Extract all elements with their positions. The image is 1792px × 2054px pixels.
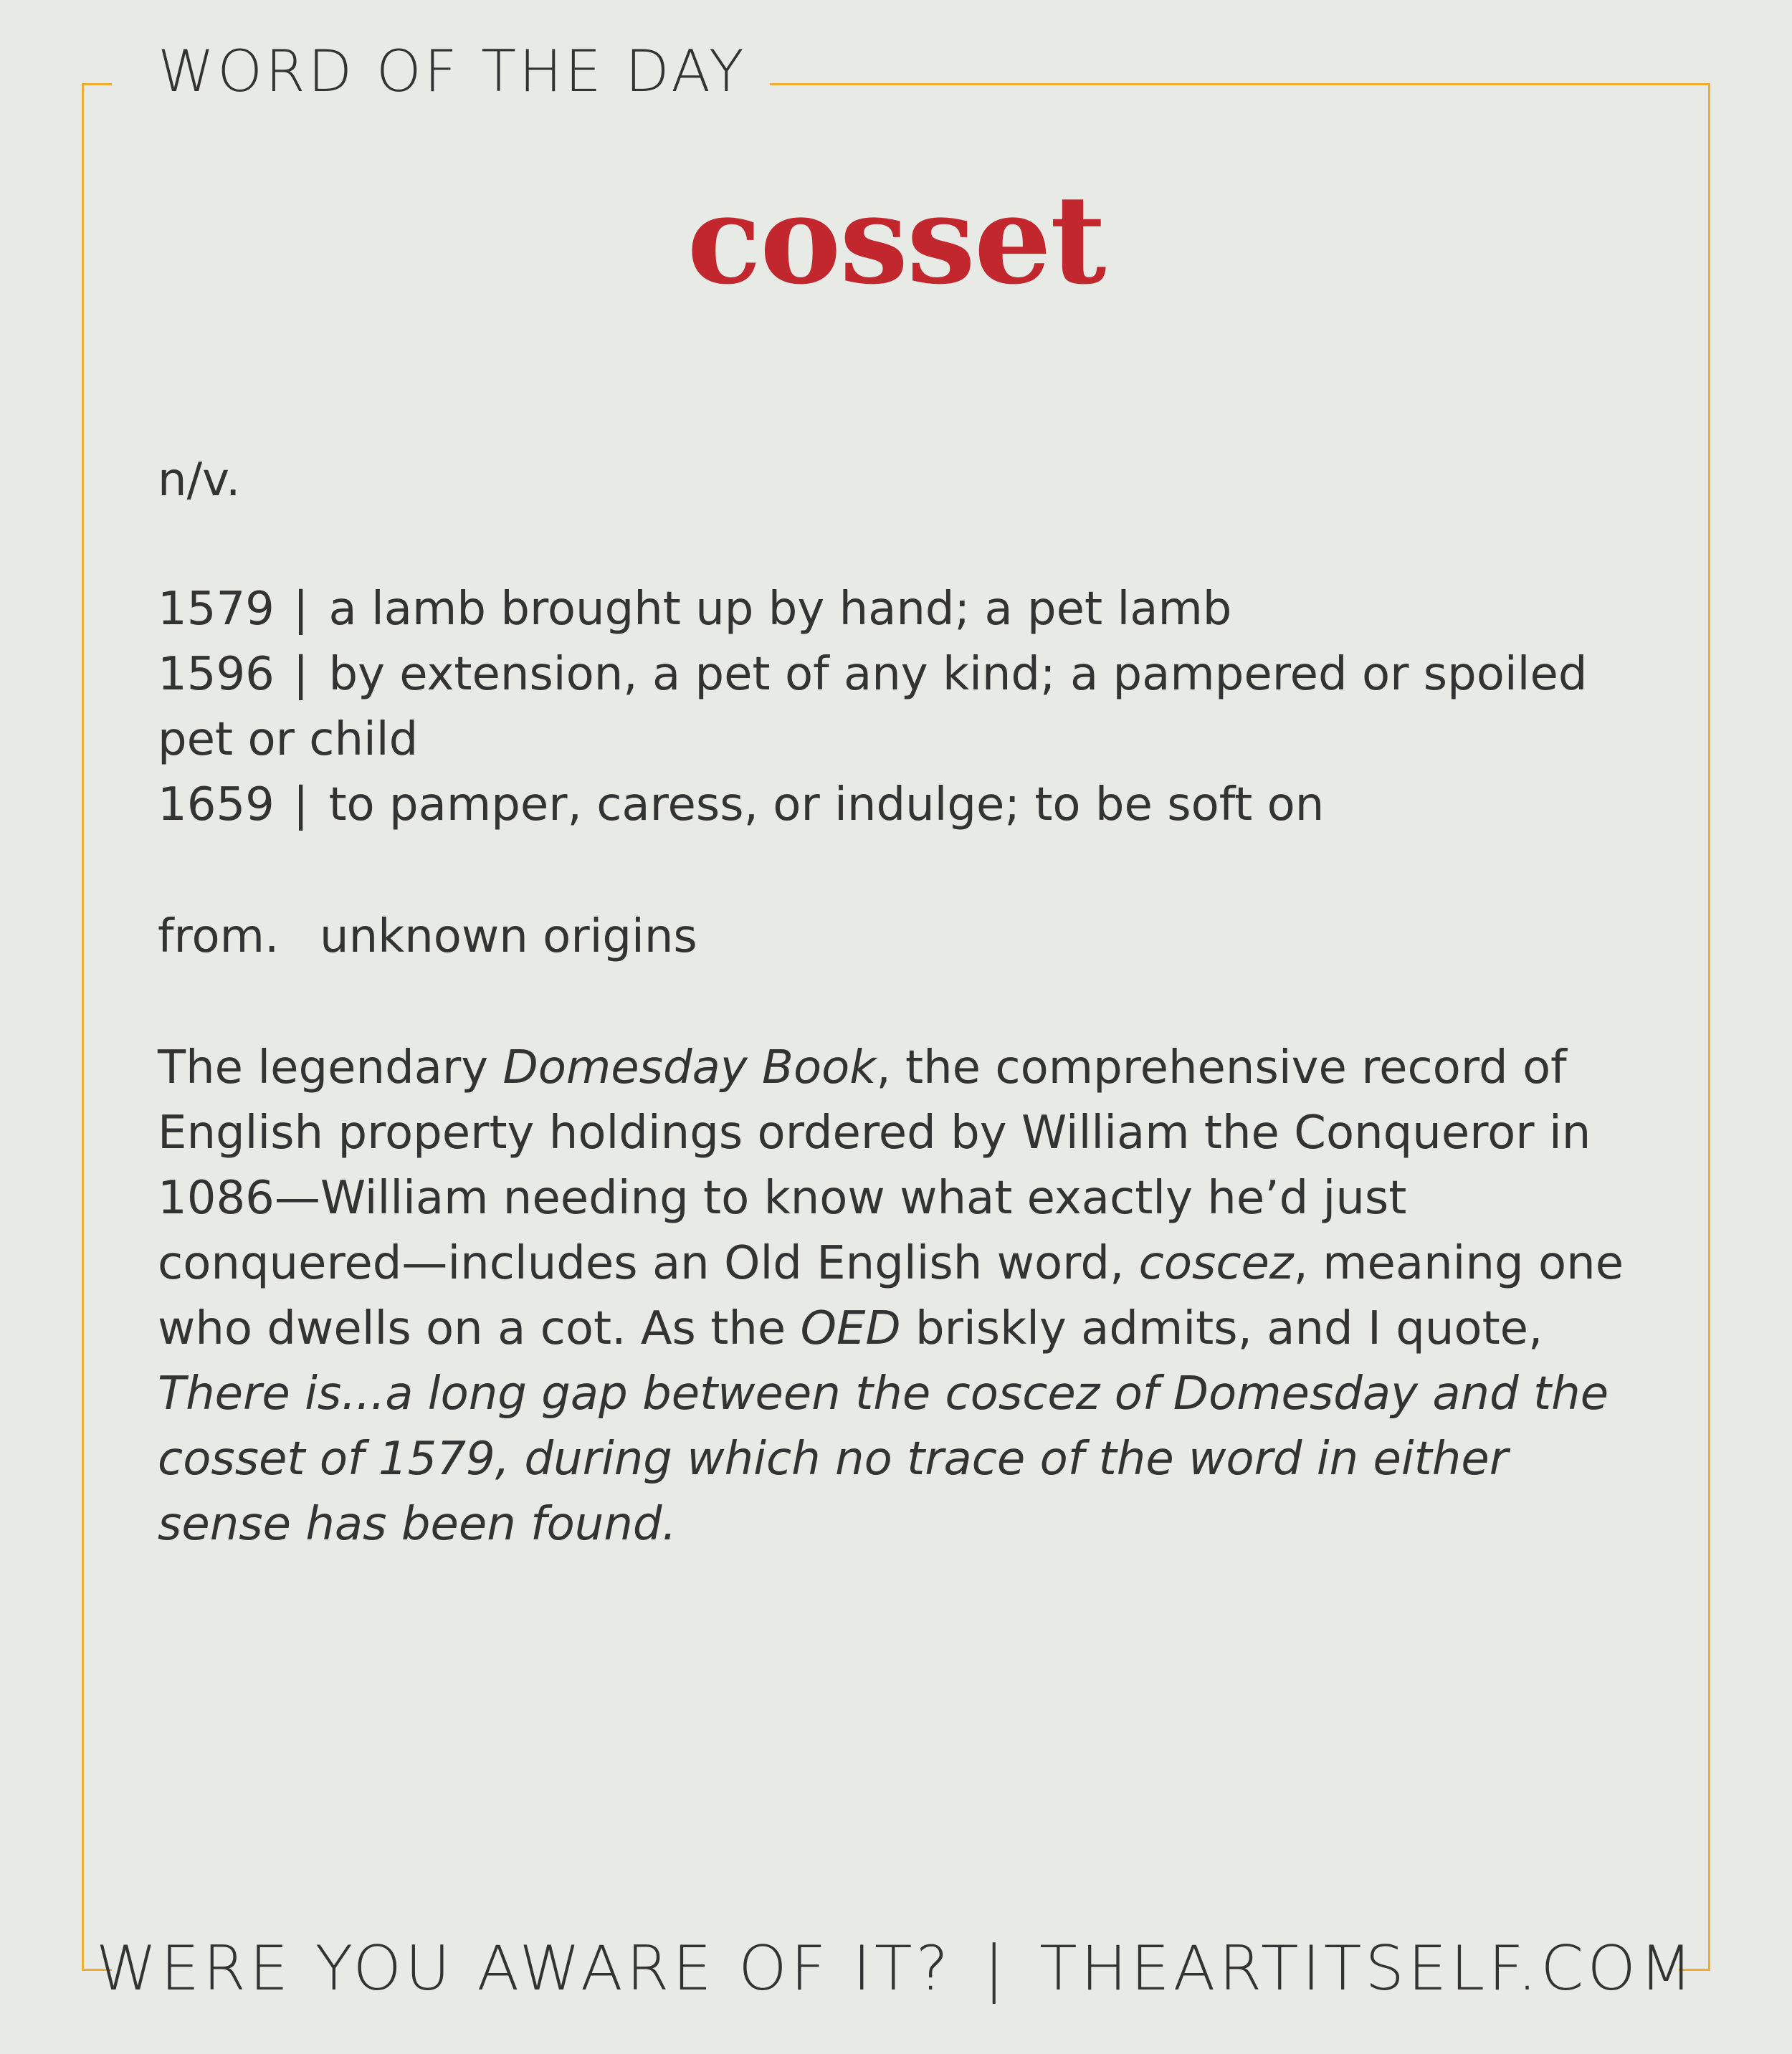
definition-separator: |	[292, 648, 309, 701]
etymology	[158, 904, 1649, 970]
etymology-text: unknown origins	[320, 910, 697, 963]
frame-right-border	[1708, 83, 1710, 1971]
definition-year: 1659	[158, 778, 275, 831]
definition-separator: |	[292, 583, 309, 636]
footer-website: THEARTITSELF.COM	[1039, 1933, 1697, 2005]
definition-year: 1596	[158, 648, 275, 701]
definitions-list	[158, 577, 1649, 838]
story-quote: There is...a long gap between the coscez of Domesday and the cosset of 1579, during which no trace of the word in either sense has been found.	[158, 1367, 1609, 1551]
story-oed: OED	[800, 1302, 901, 1355]
story-title-domesday: Domesday Book	[502, 1041, 877, 1094]
story-paragraph	[158, 1036, 1649, 1557]
definition-text: by extension, a pet of any kind; a pampered or spoiled	[328, 648, 1588, 701]
footer	[0, 1933, 1792, 2005]
section-label: WORD OF THE DAY	[158, 38, 747, 105]
footer-separator: |	[983, 1933, 1009, 2005]
story-text: , the comprehensive record of English property holdings ordered by William the Conqueror in 1086—William needing to know what exactly he’d just conquered—includes an Old English word,	[158, 1041, 1591, 1290]
footer-tagline: WERE YOU AWARE OF IT?	[95, 1933, 953, 2005]
definition-continuation: pet or child	[158, 713, 419, 766]
definition-separator: |	[292, 778, 309, 831]
etymology-label: from.	[158, 910, 280, 963]
story-text: briskly admits, and I quote,	[900, 1302, 1543, 1355]
frame-left-border	[82, 83, 84, 1971]
frame-top-right-border	[770, 83, 1710, 85]
definition-item	[158, 577, 1649, 642]
frame-top-left-border	[82, 83, 112, 85]
part-of-speech: n/v.	[158, 454, 241, 507]
headword: cosset	[687, 168, 1105, 312]
story-word-coscez: coscez	[1138, 1237, 1294, 1290]
definition-year: 1579	[158, 583, 275, 636]
story-text: , meaning one who dwells on a cot. As the	[158, 1237, 1624, 1355]
definition-item	[158, 773, 1649, 838]
story-text: The legendary	[158, 1041, 503, 1094]
definition-item	[158, 642, 1649, 707]
definition-text: to pamper, caress, or indulge; to be soft on	[328, 778, 1325, 831]
definition-text: a lamb brought up by hand; a pet lamb	[328, 583, 1232, 636]
